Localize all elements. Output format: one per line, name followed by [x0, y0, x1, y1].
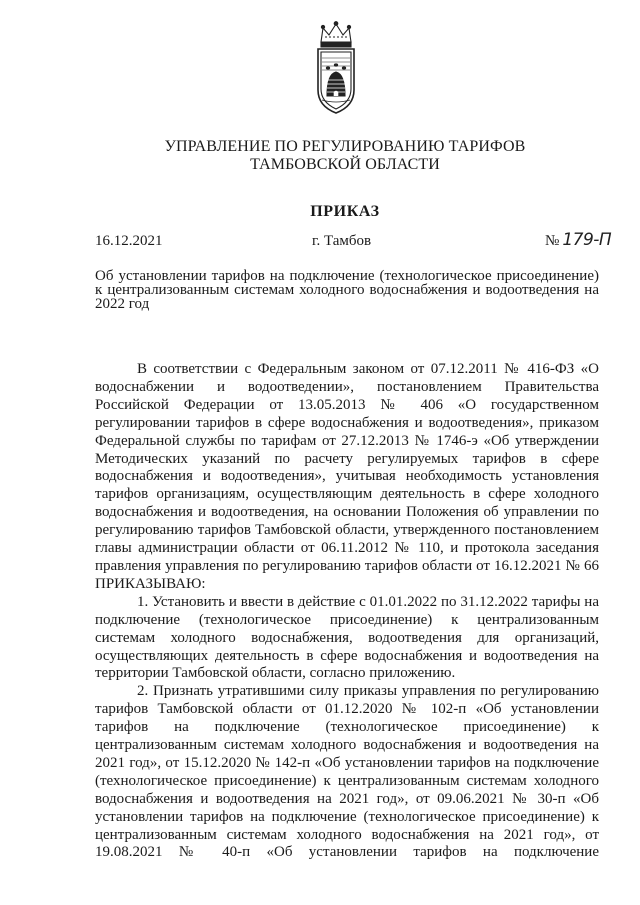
- document-number-handwritten: 179-П: [562, 230, 612, 250]
- document-number: [545, 230, 611, 250]
- document-subject: Об установлении тарифов на подключение (технологическое присоединение) к централизованным системам холодного водоснабжения и водоотведения на 2022 год: [95, 268, 599, 312]
- document-body: [95, 361, 599, 862]
- coat-of-arms-emblem: [312, 20, 360, 116]
- body-paragraph: В соответствии с Федеральным законом от 07.12.2011 № 416-ФЗ «О водоснабжении и водоотведении», постановлением Правительства Российской Федерации от 13.05.2013 № 406 «О государственном регулировании тарифов в сфере водоснабжения и водоотведения», приказом Федеральной службы по тарифам от 27.12.2013 № 1746-э «Об утверждении Методических указаний по расчету регулируемых тарифов в сфере водоснабжения и водоотведения», учитывая необходимость установления тарифов организациям, осуществляющим деятельность в сфере холодного водоснабжения и водоотведения, на основании Положения об управлении по регулированию тарифов Тамбовской области, утвержденного постановлением главы администрации области от 06.11.2012 № 110, и протокола заседания правления управления по регулированию тарифов области от 16.12.2021 № 66 ПРИКАЗЫВАЮ:: [95, 361, 599, 592]
- document-number-prefix: №: [545, 233, 560, 249]
- body-paragraph: 2. Признать утратившими силу приказы управления по регулированию тарифов Тамбовской области от 01.12.2020 № 102-п «Об установлении тарифов на подключение (технологическое присоединение) к централизованным системам холодного водоснабжения и водоотведения на 2021 год», от 15.12.2020 № 142-п «Об установлении тарифов на подключение (технологическое присоединение) к централизованным системам холодного водоснабжения и водоотведения на 2021 год», от 09.06.2021 № 30-п «Об установлении тарифов на подключение (технологическое присоединение) к централизованным системам холодного водоснабжения на 2021 год», от 19.08.2021 № 40-п «Об установлении тарифов на подключение: [95, 683, 599, 861]
- document-city: г. Тамбов: [312, 233, 372, 249]
- organization-name-line-1: УПРАВЛЕНИЕ ПО РЕГУЛИРОВАНИЮ ТАРИФОВ: [164, 138, 526, 155]
- document-date: 16.12.2021: [95, 233, 163, 249]
- document-type-title: ПРИКАЗ: [310, 203, 380, 220]
- body-paragraph: 1. Установить и ввести в действие с 01.01.2022 по 31.12.2022 тарифы на подключение (технологическое присоединение) к централизованным системам холодного водоснабжения, водоотведения для организаций, осуществляющих деятельность в сфере водоснабжения и водоотведения на территории Тамбовской области, согласно приложению.: [95, 593, 599, 682]
- organization-name-line-2: ТАМБОВСКОЙ ОБЛАСТИ: [250, 156, 440, 173]
